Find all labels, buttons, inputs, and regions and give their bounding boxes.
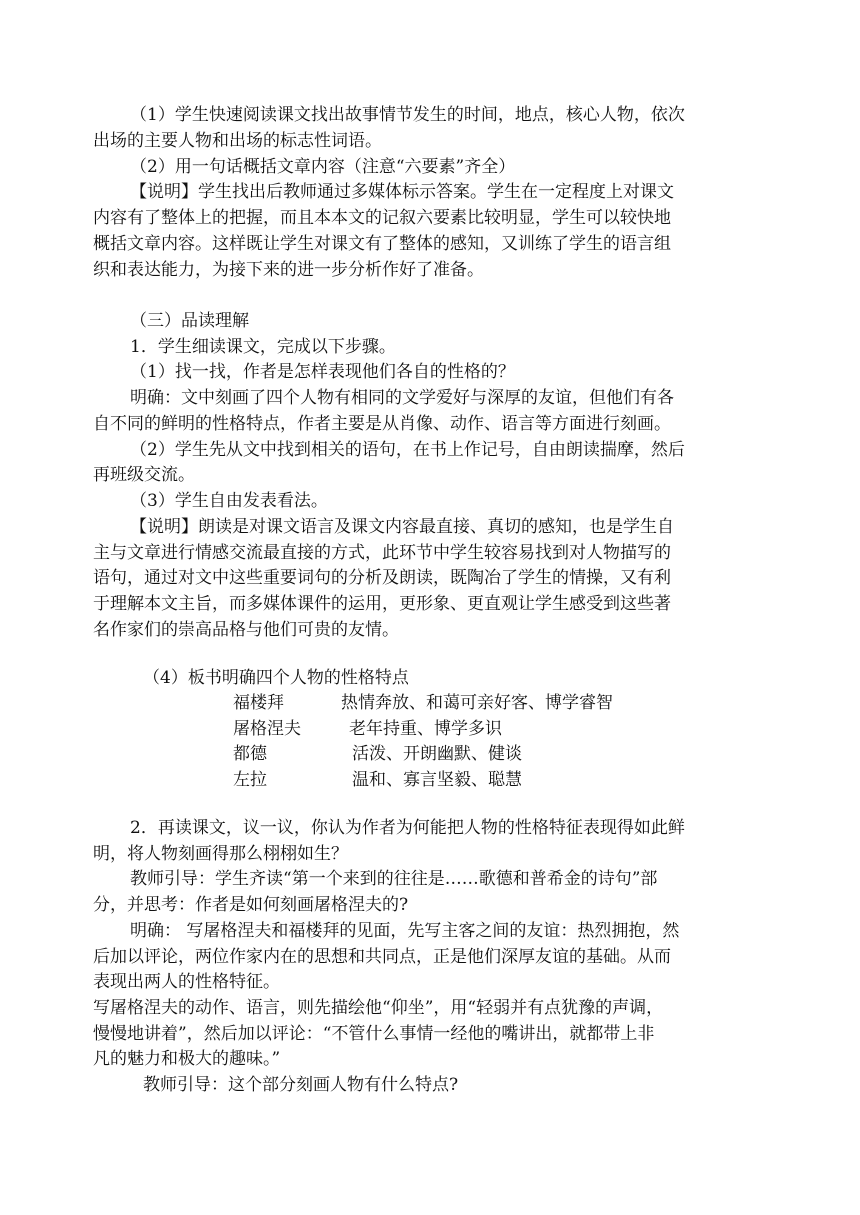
character-traits: 热情奔放、和蔼可亲好客、博学睿智: [341, 693, 613, 713]
paragraph-line: 出场的主要人物和出场的标志性词语。: [93, 131, 382, 151]
paragraph-line: 于理解本文主旨，而多媒体课件的运用，更形象、更直观让学生感受到这些著: [93, 594, 671, 614]
paragraph-line: 慢慢地讲着”，然后加以评论：“不管什么事情一经他的嘴讲出，就都带上非: [93, 1024, 655, 1044]
paragraph-line: 再班级交流。: [93, 465, 195, 485]
paragraph-line: 表现出两人的性格特征。: [93, 972, 280, 992]
character-name: 都德: [233, 744, 267, 764]
paragraph-line: 教师引导：这个部分刻画人物有什么特点?: [143, 1075, 459, 1095]
paragraph-line: 教师引导：学生齐读“第一个来到的往往是……歌德和普希金的诗句”部: [130, 869, 658, 889]
paragraph-line: 语句，通过对文中这些重要词句的分析及朗读，既陶冶了学生的情操，又有利: [93, 568, 671, 588]
paragraph-line: 织和表达能力，为接下来的进一步分析作好了准备。: [93, 260, 484, 280]
paragraph-line: 2．再读课文，议一议，你认为作者为何能把人物的性格特征表现得如此鲜: [130, 818, 685, 838]
paragraph-line: 分，并思考：作者是如何刻画屠格涅夫的?: [93, 895, 409, 915]
paragraph-line: 概括文章内容。这样既让学生对课文有了整体的感知，又训练了学生的语言组: [93, 234, 671, 254]
paragraph-line: 名作家们的崇高品格与他们可贵的友情。: [93, 620, 399, 640]
character-name: 左拉: [233, 770, 267, 790]
paragraph-line: 主与文章进行情感交流最直接的方式，此环节中学生较容易找到对人物描写的: [93, 543, 671, 563]
section-heading: （三）品读理解: [130, 311, 249, 331]
character-traits: 活泼、开朗幽默、健谈: [352, 744, 522, 764]
paragraph-line: 1．学生细读课文，完成以下步骤。: [130, 337, 396, 357]
character-name: 屠格涅夫: [233, 719, 301, 739]
paragraph-line: 明确： 写屠格涅夫和福楼拜的见面，先写主客之间的友谊：热烈拥抱，然: [130, 921, 680, 941]
paragraph-line: （4）板书明确四个人物的性格特点: [143, 668, 409, 688]
paragraph-line: 【说明】朗读是对课文语言及课文内容最直接、真切的感知，也是学生自: [130, 517, 674, 537]
paragraph-line: （2）用一句话概括文章内容（注意“六要素”齐全）: [130, 157, 516, 177]
paragraph-line: （1）找一找，作者是怎样表现他们各自的性格的？: [130, 362, 515, 382]
paragraph-line: （2）学生先从文中找到相关的语句，在书上作记号，自由朗读揣摩，然后: [130, 440, 685, 460]
paragraph-line: （3）学生自由发表看法。: [130, 491, 328, 511]
character-name: 福楼拜: [233, 693, 284, 713]
paragraph-line: 明，将人物刻画得那么栩栩如生？: [93, 844, 348, 864]
paragraph-line: 【说明】学生找出后教师通过多媒体标示答案。学生在一定程度上对课文: [130, 182, 674, 202]
paragraph-line: （1）学生快速阅读课文找出故事情节发生的时间，地点，核心人物，依次: [130, 105, 685, 125]
paragraph-line: 内容有了整体上的把握，而且本本文的记叙六要素比较明显，学生可以较快地: [93, 208, 671, 228]
paragraph-line: 凡的魅力和极大的趣味。”: [93, 1049, 281, 1069]
paragraph-line: 后加以评论，两位作家内在的思想和共同点，正是他们深厚友谊的基础。从而: [93, 947, 671, 967]
paragraph-line: 写屠格涅夫的动作、语言，则先描绘他“仰坐”，用“轻弱并有点犹豫的声调，: [93, 998, 664, 1018]
paragraph-line: 明确：文中刻画了四个人物有相同的文学爱好与深厚的友谊，但他们有各: [130, 388, 674, 408]
character-traits: 老年持重、博学多识: [349, 719, 502, 739]
paragraph-line: 自不同的鲜明的性格特点，作者主要是从肖像、动作、语言等方面进行刻画。: [93, 414, 671, 434]
character-traits: 温和、寡言坚毅、聪慧: [352, 770, 522, 790]
